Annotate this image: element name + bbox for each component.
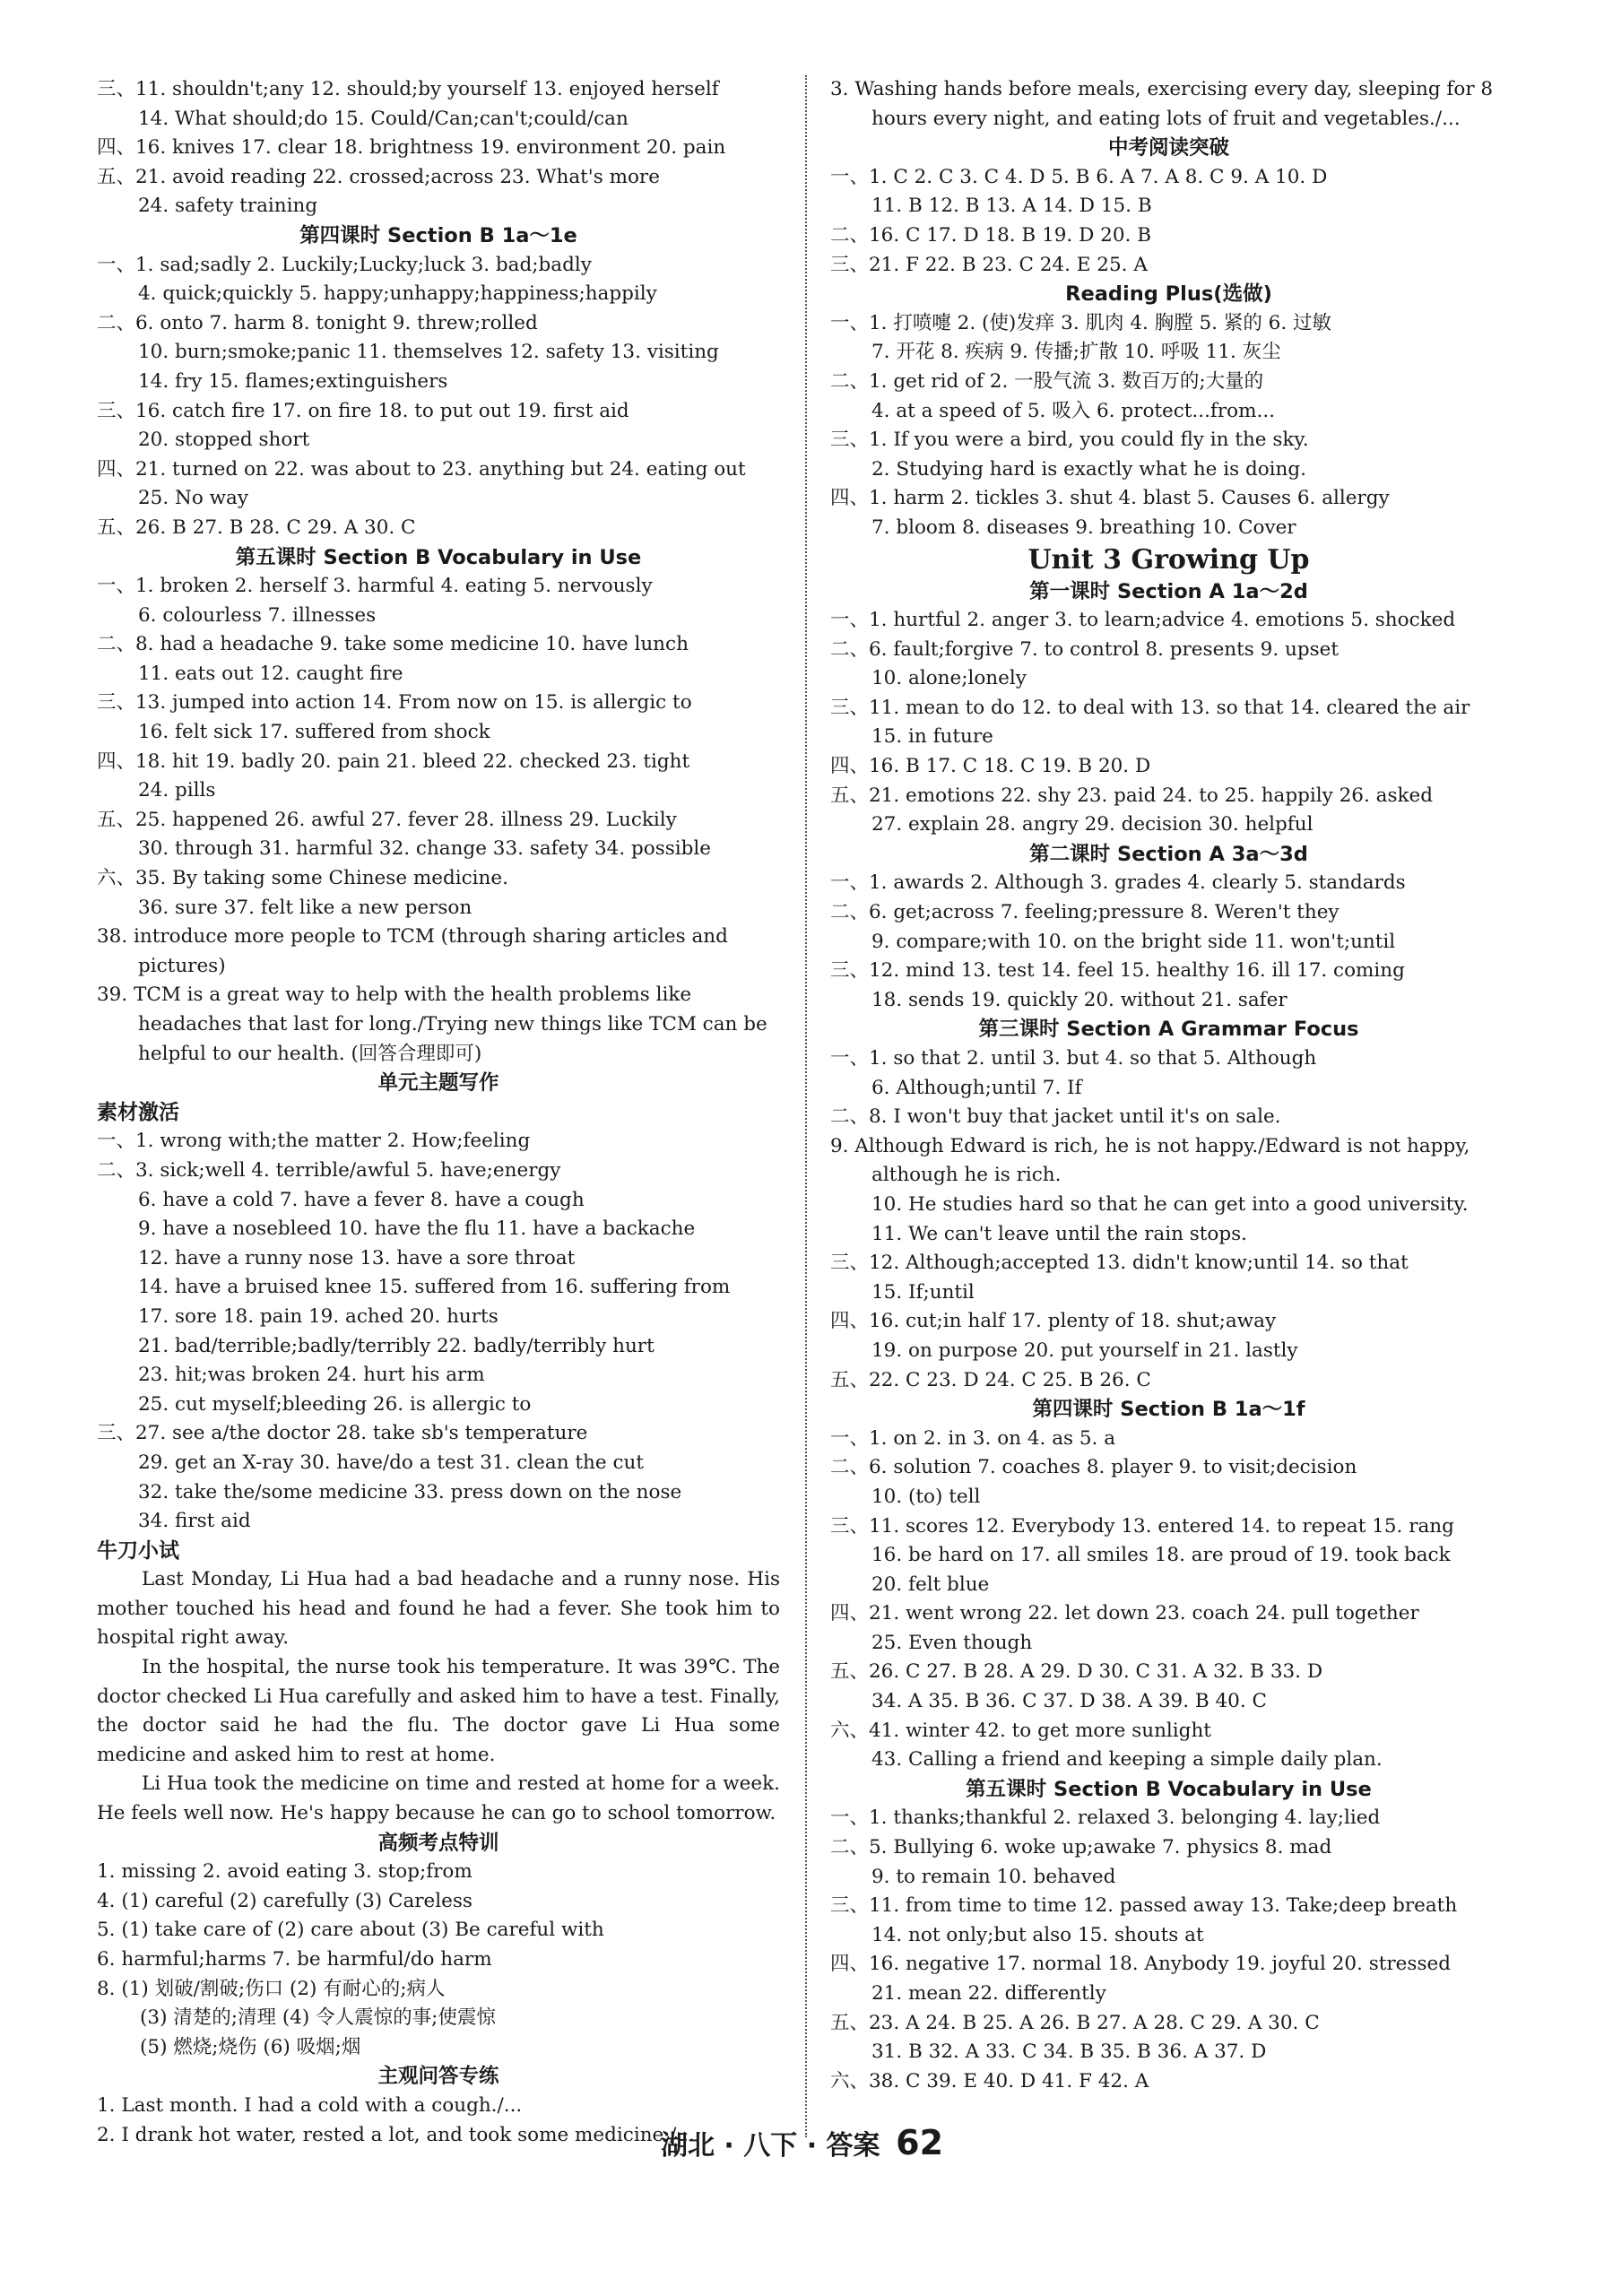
answer-line: 四、16. cut;in half 17. plenty of 18. shut;away xyxy=(830,1310,1277,1333)
answer-line: 30. through 31. harmful 32. change 33. safety 34. possible xyxy=(138,837,712,861)
answer-line: 25. cut myself;bleeding 26. is allergic to xyxy=(138,1392,532,1416)
answer-line: 一、1. wrong with;the matter 2. How;feeling xyxy=(97,1130,531,1153)
answer-line: 三、1. If you were a bird, you could fly in the sky. xyxy=(830,429,1309,452)
answer-line: 五、21. emotions 22. shy 23. paid 24. to 25. happily 26. asked xyxy=(830,784,1434,807)
answer-line: 23. hit;was broken 24. hurt his arm xyxy=(138,1364,485,1387)
answer-line: 21. mean 22. differently xyxy=(871,1982,1106,2005)
answer-line: 10. (to) tell xyxy=(871,1485,981,1508)
answer-line: 14. have a bruised knee 15. suffered from 16. suffering from xyxy=(138,1276,731,1299)
answer-line: 3. Washing hands before meals, exercising every day, sleeping for 8 hours every night, and eating lots of fruit and vegetables./... xyxy=(830,78,1494,130)
answer-line: 15. If;until xyxy=(871,1280,975,1304)
answer-line: 4. (1) careful (2) carefully (3) Careless xyxy=(97,1889,473,1912)
answer-line: 四、16. knives 17. clear 18. brightness 19. environment 20. pain xyxy=(97,136,726,160)
answer-line: 4. quick;quickly 5. happy;unhappy;happiness;happily xyxy=(138,282,657,306)
answer-line: 二、16. C 17. D 18. B 19. D 20. B xyxy=(830,223,1151,247)
right-answer-column xyxy=(830,75,1507,2096)
answer-line: 24. safety training xyxy=(138,195,318,218)
answer-line: 11. B 12. B 13. A 14. D 15. B xyxy=(871,195,1152,218)
answer-line: 一、1. hurtful 2. anger 3. to learn;advice 4. emotions 5. shocked xyxy=(830,609,1456,632)
answer-line: 14. What should;do 15. Could/Can;can't;could/can xyxy=(138,107,629,130)
answer-line: 16. felt sick 17. suffered from shock xyxy=(138,721,490,744)
section-heading: 第四课时 Section B 1a～1f xyxy=(1032,1398,1305,1422)
answer-line: 10. alone;lonely xyxy=(871,667,1027,690)
answer-line: 1. Last month. I had a cold with a cough./... xyxy=(97,2093,523,2117)
answer-line: 12. have a runny nose 13. have a sore throat xyxy=(138,1246,576,1269)
answer-line: 二、6. onto 7. harm 8. tonight 9. threw;rolled xyxy=(97,311,538,334)
answer-line: 五、26. B 27. B 28. C 29. A 30. C xyxy=(97,516,416,539)
page-footer xyxy=(0,2123,1604,2162)
answer-line: 7. bloom 8. diseases 9. breathing 10. Cover xyxy=(871,516,1296,539)
answer-line: 20. felt blue xyxy=(871,1573,990,1596)
answer-line: 11. eats out 12. caught fire xyxy=(138,662,403,685)
answer-line: 15. in future xyxy=(871,725,993,749)
answer-line: 二、8. had a headache 9. take some medicine 10. have lunch xyxy=(97,633,689,656)
section-heading: 中考阅读突破 xyxy=(1107,136,1229,160)
answer-line: 五、21. avoid reading 22. crossed;across 23. What's more xyxy=(97,165,660,188)
answer-line: 一、1. awards 2. Although 3. grades 4. clearly 5. standards xyxy=(830,871,1406,895)
answer-line: 五、26. C 27. B 28. A 29. D 30. C 31. A 32. B 33. D xyxy=(830,1660,1323,1684)
sample-essay-paragraph: In the hospital, the nurse took his temperature. It was 39℃. The doctor checked Li Hua carefully and asked him to have a test. Finally, the doctor said he had the flu. The doctor gave Li Hua some medicine and asked him to rest at home. xyxy=(97,1656,780,1766)
section-heading: 第五课时 Section B Vocabulary in Use xyxy=(235,545,642,569)
answer-line: 9. to remain 10. behaved xyxy=(871,1865,1116,1888)
answer-line: 7. 开花 8. 疾病 9. 传播;扩散 10. 呼吸 11. 灰尘 xyxy=(871,341,1281,364)
sample-essay-paragraph: Last Monday, Li Hua had a bad headache and a runny nose. His mother touched his head and found he had a fever. She took him to hospital right away. xyxy=(97,1568,780,1650)
section-heading: 第五课时 Section B Vocabulary in Use xyxy=(966,1777,1372,1801)
answer-line: 36. sure 37. felt like a new person xyxy=(138,896,473,919)
answer-line: 14. fry 15. flames;extinguishers xyxy=(138,369,448,393)
answer-line: 一、1. so that 2. until 3. but 4. so that 5. Although xyxy=(830,1047,1317,1070)
answer-line: (3) 清楚的;清理 (4) 令人震惊的事;使震惊 xyxy=(140,2006,496,2030)
subsection-label: 素材激活 xyxy=(97,1100,179,1124)
answer-line: 六、38. C 39. E 40. D 41. F 42. A xyxy=(830,2069,1149,2092)
answer-line: 三、11. shouldn't;any 12. should;by yourself 13. enjoyed herself xyxy=(97,78,719,100)
answer-line: 三、27. see a/the doctor 28. take sb's temperature xyxy=(97,1422,588,1445)
answer-line: 32. take the/some medicine 33. press down on the nose xyxy=(138,1480,682,1503)
answer-line: 2. Studying hard is exactly what he is doing. xyxy=(871,457,1306,481)
section-heading: 单元主题写作 xyxy=(377,1071,499,1096)
answer-line: 三、11. scores 12. Everybody 13. entered 14. to repeat 15. rang xyxy=(830,1514,1454,1538)
answer-line: 6. harmful;harms 7. be harmful/do harm xyxy=(97,1948,492,1971)
answer-line: 六、35. By taking some Chinese medicine. xyxy=(97,867,508,890)
answer-line: 43. Calling a friend and keeping a simple daily plan. xyxy=(871,1748,1383,1772)
section-heading: Reading Plus(选做) xyxy=(1065,282,1272,307)
answer-line: 二、1. get rid of 2. 一股气流 3. 数百万的;大量的 xyxy=(830,369,1264,393)
answer-line: 一、1. sad;sadly 2. Luckily;Lucky;luck 3. bad;badly xyxy=(97,253,592,276)
answer-line: 14. not only;but also 15. shouts at xyxy=(871,1923,1204,1946)
column-divider xyxy=(805,75,807,2137)
answer-line: 二、3. sick;well 4. terrible/awful 5. have;energy xyxy=(97,1158,561,1182)
answer-line: 24. pills xyxy=(138,779,216,802)
answer-line: 二、8. I won't buy that jacket until it's on sale. xyxy=(830,1105,1281,1129)
answer-line: 三、11. mean to do 12. to deal with 13. so that 14. cleared the air xyxy=(830,696,1470,719)
answer-line: 五、22. C 23. D 24. C 25. B 26. C xyxy=(830,1368,1151,1391)
answer-line: 三、16. catch fire 17. on fire 18. to put out 19. first aid xyxy=(97,399,629,422)
answer-line: 10. burn;smoke;panic 11. themselves 12. safety 13. visiting xyxy=(138,341,719,364)
answer-line: 25. Even though xyxy=(871,1631,1033,1654)
answer-line: 四、21. turned on 22. was about to 23. anything but 24. eating out xyxy=(97,457,746,481)
sample-essay-paragraph: Li Hua took the medicine on time and rested at home for a week. He feels well now. He's happy because he can go to school tomorrow. xyxy=(97,1772,780,1825)
page-number: 62 xyxy=(896,2123,944,2162)
answer-line: 9. compare;with 10. on the bright side 11. won't;until xyxy=(871,930,1396,953)
answer-line: 9. Although Edward is rich, he is not happy./Edward is not happy, although he is rich. xyxy=(830,1134,1470,1187)
answer-line: 四、16. negative 17. normal 18. Anybody 19. joyful 20. stressed xyxy=(830,1953,1451,1976)
answer-line: (5) 燃烧;烧伤 (6) 吸烟;烟 xyxy=(140,2035,361,2058)
section-heading: 主观问答专练 xyxy=(377,2065,499,2089)
answer-line: 8. (1) 划破/割破;伤口 (2) 有耐心的;病人 xyxy=(97,1977,446,2000)
answer-line: 19. on purpose 20. put yourself in 21. lastly xyxy=(871,1339,1298,1362)
subsection-label: 牛刀小试 xyxy=(97,1538,179,1563)
answer-line: 三、11. from time to time 12. passed away 13. Take;deep breath xyxy=(830,1894,1458,1918)
left-answer-column xyxy=(97,75,780,2150)
answer-line: 34. first aid xyxy=(138,1510,251,1533)
answer-line: 27. explain 28. angry 29. decision 30. helpful xyxy=(871,813,1314,836)
answer-line: 6. have a cold 7. have a fever 8. have a cough xyxy=(138,1188,585,1211)
answer-line: 34. A 35. B 36. C 37. D 38. A 39. B 40. C xyxy=(871,1690,1267,1713)
answer-line: 一、1. broken 2. herself 3. harmful 4. eating 5. nervously xyxy=(97,575,653,598)
answer-line: 38. introduce more people to TCM (through sharing articles and pictures) xyxy=(97,925,728,977)
answer-line: 31. B 32. A 33. C 34. B 35. B 36. A 37. D xyxy=(871,2040,1267,2064)
answer-line: 二、6. get;across 7. feeling;pressure 8. Weren't they xyxy=(830,901,1340,924)
answer-line: 二、5. Bullying 6. woke up;awake 7. physics 8. mad xyxy=(830,1836,1332,1859)
answer-line: 三、12. mind 13. test 14. feel 15. healthy 16. ill 17. coming xyxy=(830,959,1405,983)
answer-line: 五、25. happened 26. awful 27. fever 28. illness 29. Luckily xyxy=(97,808,677,831)
answer-line: 一、1. on 2. in 3. on 4. as 5. a xyxy=(830,1426,1116,1450)
answer-line: 20. stopped short xyxy=(138,429,310,452)
answer-line: 四、1. harm 2. tickles 3. shut 4. blast 5. Causes 6. allergy xyxy=(830,487,1390,510)
answer-line: 39. TCM is a great way to help with the health problems like headaches that last for long./Trying new things like TCM can be helpful to our health. (回答合理即可) xyxy=(97,983,767,1065)
section-heading: 第三课时 Section A Grammar Focus xyxy=(978,1018,1359,1042)
answer-line: 三、12. Although;accepted 13. didn't know;until 14. so that xyxy=(830,1252,1409,1275)
answer-line: 一、1. 打喷嚏 2. (使)发痒 3. 肌肉 4. 胸膛 5. 紧的 6. 过敏 xyxy=(830,311,1332,334)
answer-line: 6. colourless 7. illnesses xyxy=(138,603,377,627)
section-heading: 高频考点特训 xyxy=(377,1831,499,1855)
answer-line: 五、23. A 24. B 25. A 26. B 27. A 28. C 29. A 30. C xyxy=(830,2011,1320,2034)
answer-line: 三、21. F 22. B 23. C 24. E 25. A xyxy=(830,253,1148,276)
answer-line: 三、13. jumped into action 14. From now on 15. is allergic to xyxy=(97,691,692,715)
answer-line: 18. sends 19. quickly 20. without 21. safer xyxy=(871,988,1288,1011)
answer-line: 9. have a nosebleed 10. have the flu 11. have a backache xyxy=(138,1217,696,1241)
answer-line: 一、1. C 2. C 3. C 4. D 5. B 6. A 7. A 8. C 9. A 10. D xyxy=(830,165,1328,188)
section-heading: 第二课时 Section A 3a～3d xyxy=(1029,842,1308,866)
answer-line: 17. sore 18. pain 19. ached 20. hurts xyxy=(138,1304,499,1328)
answer-line: 一、1. thanks;thankful 2. relaxed 3. belonging 4. lay;lied xyxy=(830,1806,1381,1830)
answer-line: 二、6. fault;forgive 7. to control 8. presents 9. upset xyxy=(830,637,1339,661)
answer-line: 四、16. B 17. C 18. C 19. B 20. D xyxy=(830,755,1151,778)
answer-line: 25. No way xyxy=(138,487,248,510)
answer-line: 5. (1) take care of (2) care about (3) Be careful with xyxy=(97,1919,604,1942)
answer-line: 1. missing 2. avoid eating 3. stop;from xyxy=(97,1860,473,1884)
answer-line: 29. get an X-ray 30. have/do a test 31. clean the cut xyxy=(138,1451,644,1474)
answer-line: 6. Although;until 7. If xyxy=(871,1076,1082,1099)
answer-line: 二、6. solution 7. coaches 8. player 9. to visit;decision xyxy=(830,1456,1357,1479)
unit-heading: Unit 3 Growing Up xyxy=(1027,543,1310,576)
section-heading: 第四课时 Section B 1a～1e xyxy=(299,223,577,247)
answer-line: 六、41. winter 42. to get more sunlight xyxy=(830,1719,1211,1742)
answer-line: 四、21. went wrong 22. let down 23. coach 24. pull together xyxy=(830,1602,1419,1625)
answer-line: 2. I drank hot water, rested a lot, and took some medicine./... xyxy=(97,2123,695,2146)
answer-line: 16. be hard on 17. all smiles 18. are proud of 19. took back xyxy=(871,1544,1451,1567)
answer-line: 10. He studies hard so that he can get into a good university. xyxy=(871,1192,1469,1216)
section-heading: 第一课时 Section A 1a～2d xyxy=(1029,579,1308,603)
footer-label: 湖北 · 八下 · 答案 xyxy=(660,2130,880,2162)
answer-line: 4. at a speed of 5. 吸入 6. protect...from... xyxy=(871,399,1275,422)
answer-line: 四、18. hit 19. badly 20. pain 21. bleed 22. checked 23. tight xyxy=(97,749,690,773)
answer-line: 21. bad/terrible;badly/terribly 22. badly/terribly hurt xyxy=(138,1334,655,1357)
answer-line: 11. We can't leave until the rain stops. xyxy=(871,1222,1248,1245)
